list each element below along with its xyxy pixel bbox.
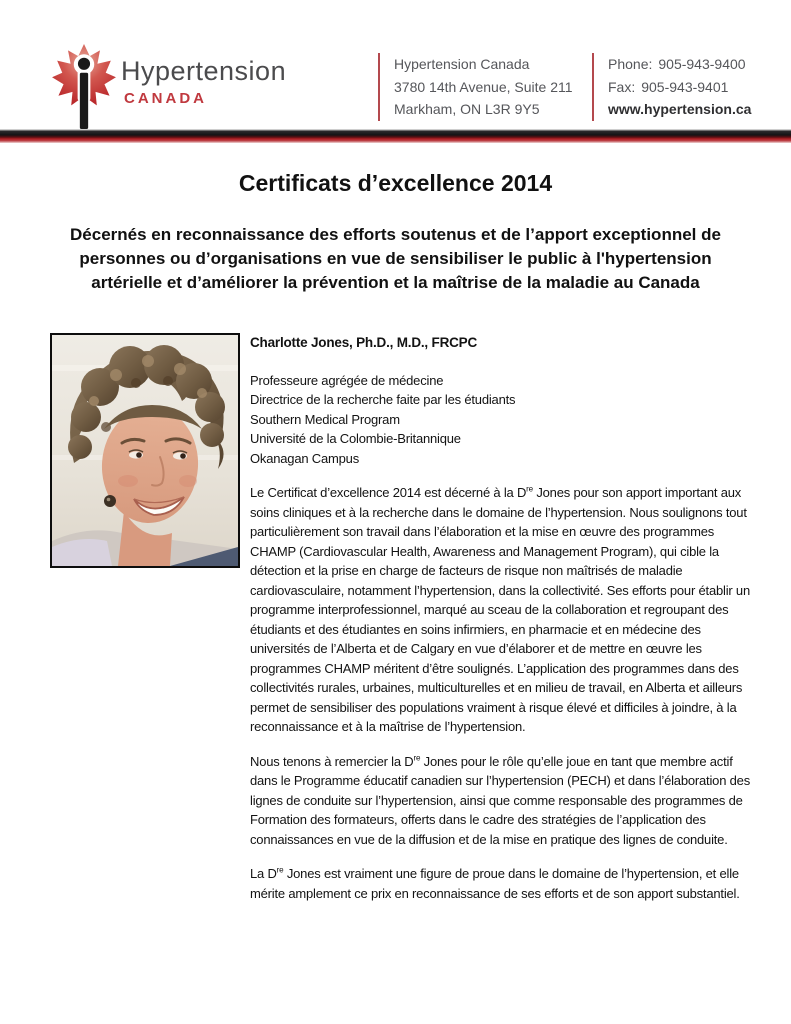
recipient-titles [250, 371, 755, 469]
brand-country: CANADA [124, 90, 207, 107]
fax-number: 905-943-9401 [641, 78, 729, 95]
paragraph-thanks: Nous tenons à remercier la Dre Jones pour le rôle qu’elle joue en tant que membre actif dans le Programme éducatif canadien sur l’hypertension (PECH) et dans l’élaboration des lignes de conduite sur l’hypertension, ainsi que comme responsable des programmes de Formation des formateurs, offerts dans le cadre des stratégies de l’application des connaissances en vue de la diffusion et de la mise en pratique des lignes de conduite. [250, 753, 750, 847]
hypertension-canada-logo [52, 44, 116, 136]
contact-block [592, 53, 751, 121]
address-block [378, 53, 573, 121]
recipient-photo [50, 333, 240, 568]
paragraph-closing: La Dre Jones est vraiment une figure de proue dans le domaine de l’hypertension, et elle mérite amplement ce prix en reconnaissance de ses efforts et de son apport substantiel. [250, 865, 740, 901]
main-content [50, 333, 760, 903]
address-line-street: 3780 14th Avenue, Suite 211 [394, 78, 573, 95]
address-line-org: Hypertension Canada [394, 56, 530, 72]
recipient-title-line: Okanagan Campus [250, 450, 360, 466]
recipient-text-column [250, 333, 755, 903]
brand-name: Hypertension [121, 56, 287, 86]
page-title: Certificats d’excellence 2014 [238, 170, 553, 196]
fax-label: Fax: [608, 78, 636, 95]
recipient-title-line: Directrice de la recherche faite par les étudiants [250, 392, 516, 407]
phone-number: 905-943-9400 [658, 56, 746, 72]
maple-leaf-person-icon [52, 44, 116, 136]
phone-line [608, 53, 751, 76]
website-text: www.hypertension.ca [608, 101, 752, 117]
phone-label: Phone: [608, 56, 653, 72]
recipient-title-line: Université de la Colombie-Britannique [250, 431, 461, 446]
recipient-title-line: Southern Medical Program [250, 411, 400, 427]
portrait-image [52, 335, 238, 566]
fax-line [608, 76, 751, 99]
award-description: Décernés en reconnaissance des efforts soutenus et de l’apport exceptionnel de personnes ou d’organisations en vue de sensibiliser le public à l'hypertension artérielle et d’améliorer la prévention et la maîtrise de la maladie au Canada [70, 225, 721, 292]
paragraph-award-citation: Le Certificat d’excellence 2014 est décerné à la Dre Jones pour son apport important aux soins cliniques et à la recherche dans le domaine de l’hypertension. Nous soulignons tout particulièrement son travail dans l’élaboration et la mise en œuvre des programmes CHAMP (Cardiovascular Health, Awareness and Management Program), qui cible la détection et la prise en charge de facteurs de risque non maîtrisés de maladie cardiovasculaire, notamment l’hypertension, dans la collectivité. Ses efforts pour établir un programme interprofessionnel, marqué au sceau de la collaboration et regroupant des étudiants et des étudiantes en soins infirmiers, en pharmacie et en médecine des universités de l’Alberta et de Calgary en vue d’élaborer et de mettre en œuvre les programmes CHAMP méritent d’être soulignés. L’application des programmes dans des collectivités rurales, urbaines, multiculturelles et en milieu de travail, en Alberta et ailleurs permet de sensibiliser des populations vraiment à risque élevé et difficiles à joindre, à la reconnaissance et à la maîtrise de l’hypertension. [250, 484, 750, 734]
header-divider-rule [0, 129, 791, 143]
address-line-city: Markham, ON L3R 9Y5 [394, 101, 540, 117]
recipient-title-line: Professeure agrégée de médecine [250, 372, 444, 388]
recipient-name: Charlotte Jones, Ph.D., M.D., FRCPC [250, 335, 478, 350]
